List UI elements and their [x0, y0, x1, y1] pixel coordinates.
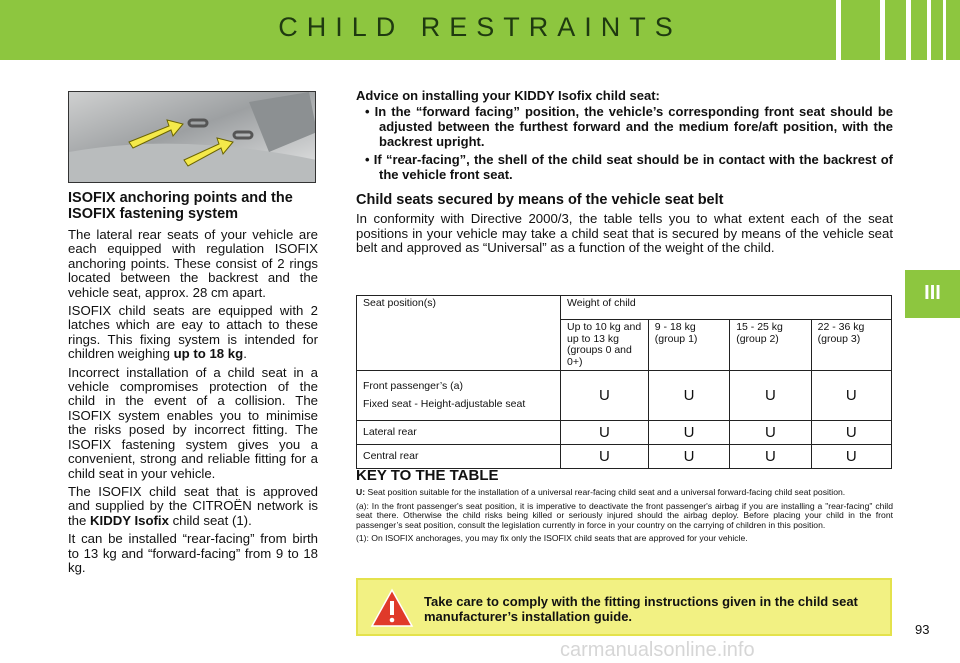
table-cell: U — [561, 421, 649, 445]
table-cell: U — [730, 421, 811, 445]
belt-section-title: Child seats secured by means of the vehicle seat belt — [356, 192, 724, 208]
isofix-paragraph: The lateral rear seats of your vehicle are each equipped with regulation ISOFIX anchoring points. These consist of 2 rings located between the backrest and the vehicle seat, approx. 28 cm apart. — [68, 227, 318, 300]
header-stripe — [927, 0, 931, 60]
header-bar — [0, 0, 960, 60]
table-row — [357, 445, 892, 469]
warning-icon — [370, 588, 414, 628]
header-stripe — [880, 0, 885, 60]
header-stripe — [836, 0, 841, 60]
table-cell: U — [648, 371, 729, 421]
table-group-header: 15 - 25 kg (group 2) — [730, 320, 811, 371]
key-section — [356, 467, 893, 548]
advice-item: • If “rear-facing”, the shell of the child seat should be in contact with the backrest of the vehicle front seat. — [365, 152, 893, 182]
table-cell: U — [561, 445, 649, 469]
chapter-tab — [905, 270, 960, 318]
warning-text: Take care to comply with the fitting instructions given in the child seat manufacturer’s installation guide. — [424, 594, 858, 624]
table-row-label — [357, 371, 561, 421]
row-sublabel: Fixed seat - Height-adjustable seat — [363, 397, 526, 410]
table-row — [357, 371, 892, 421]
text-span: ISOFIX child seats are equipped with 2 latches which are eay to attach to these rings. This fixing system is intended for children weighing — [68, 303, 318, 362]
text-span: The ISOFIX child seat that is approved and supplied by the CITROËN network is the — [68, 483, 318, 528]
table-cell: U — [811, 445, 891, 469]
table-header: Seat position(s) — [357, 296, 561, 371]
chapter-label: III — [924, 282, 941, 304]
table-header: Weight of child — [561, 296, 892, 320]
row-label: Front passenger’s (a) — [363, 380, 463, 392]
header-stripe — [943, 0, 946, 60]
page-title: CHILD RESTRAINTS — [278, 12, 682, 42]
isofix-heading: ISOFIX anchoring points and the ISOFIX fastening system — [68, 190, 293, 222]
text-span: . — [243, 346, 247, 362]
isofix-paragraph: It can be installed “rear-facing” from birth to 13 kg and “forward-facing” from 9 to 18 kg. — [68, 531, 318, 575]
isofix-paragraph — [68, 485, 318, 528]
isofix-section — [68, 190, 318, 579]
table-cell: U — [811, 421, 891, 445]
isofix-paragraph: Incorrect installation of a child seat in a vehicle compromises protection of the child in the event of a collision. The ISOFIX system enables you to minimise the risks posed by incorrect fitting. The ISOFIX fastening system gives you a convenient, strong and reliable fitting for a child seat in your vehicle. — [68, 364, 318, 481]
isofix-paragraph — [68, 304, 318, 362]
key-text: Seat position suitable for the installation of a universal rear-facing child seat and a universal forward-facing child seat position. — [367, 487, 846, 497]
header-stripe — [906, 0, 911, 60]
advice-section — [356, 88, 893, 256]
table-row-label: Central rear — [357, 445, 561, 469]
key-entry — [356, 488, 893, 498]
table-cell: U — [648, 445, 729, 469]
key-title: KEY TO THE TABLE — [356, 467, 499, 484]
table-cell: U — [561, 371, 649, 421]
table-group-header: Up to 10 kg and up to 13 kg (groups 0 and 0+) — [561, 320, 649, 371]
advice-title: Advice on installing your KIDDY Isofix child seat: — [356, 88, 660, 103]
table-row — [357, 421, 892, 445]
seat-table — [356, 295, 892, 469]
page-number: 93 — [915, 622, 930, 637]
table-cell: U — [648, 421, 729, 445]
table-cell: U — [730, 371, 811, 421]
table-group-header: 9 - 18 kg (group 1) — [648, 320, 729, 371]
watermark: carmanualsonline.info — [560, 639, 755, 661]
product-name: KIDDY Isofix — [90, 512, 169, 528]
table-cell: U — [811, 371, 891, 421]
table-group-header: 22 - 36 kg (group 3) — [811, 320, 891, 371]
advice-text: In the “forward facing” position, the vehicle’s corresponding front seat should be adjusted between the furthest forward and the medium fore/aft position, with the backrest upright. — [374, 104, 893, 149]
table-row-label: Lateral rear — [357, 421, 561, 445]
belt-intro: In conformity with Directive 2000/3, the table tells you to what extent each of the seat positions in your vehicle may take a child seat that is secured by means of the vehicle seat belt and approved as “Universal” as a function of the weight of the child. — [356, 211, 893, 256]
isofix-photo — [68, 91, 316, 183]
text-span: child seat (1). — [168, 512, 252, 528]
advice-text: If “rear-facing”, the shell of the child seat should be in contact with the backrest of the vehicle front seat. — [373, 152, 893, 182]
key-entry: (1): On ISOFIX anchorages, you may fix only the ISOFIX child seats that are approved for your vehicle. — [356, 533, 748, 544]
advice-item: • In the “forward facing” position, the vehicle’s corresponding front seat should be adjusted between the furthest forward and the medium fore/aft position, with the backrest upright. — [365, 104, 893, 149]
key-entry: (a): In the front passenger's seat position, it is imperative to deactivate the front passenger's airbag if you are installing a "rear-facing" child seat there. Otherwise the child risks being killed or seriously injured should the airbag deploy. Before placing your child in the front passenger’s seat position, consult the legislation currently in force in your country on the carrying of children in this position. — [356, 500, 893, 530]
isofix-illustration — [69, 92, 316, 183]
weight-limit: up to 18 kg — [173, 346, 244, 362]
key-label: U: — [356, 487, 366, 497]
warning-box — [356, 578, 892, 636]
table-cell: U — [730, 445, 811, 469]
